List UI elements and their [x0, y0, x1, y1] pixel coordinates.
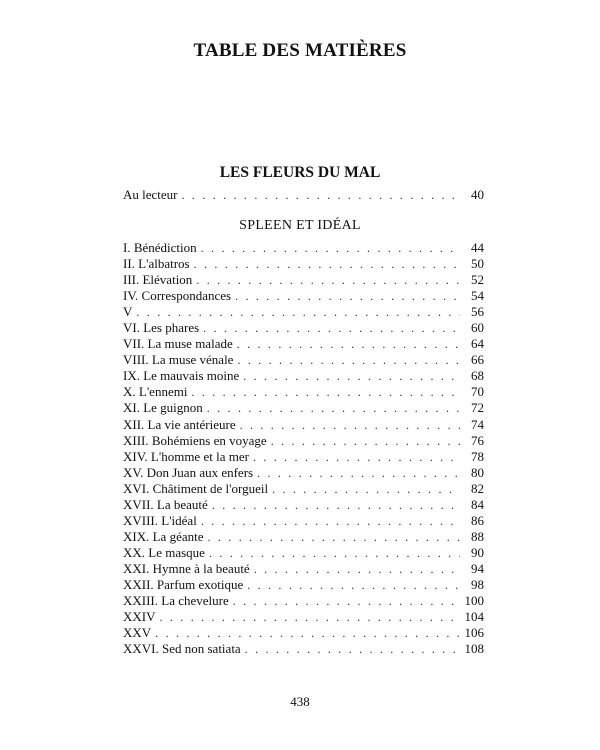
toc-entry-title: XXIII. La chevelure	[123, 593, 229, 609]
toc-entry-title: II. L'albatros	[123, 256, 190, 272]
toc-entry-title: V	[123, 304, 133, 320]
toc-entry[interactable]	[123, 465, 484, 481]
toc-entry[interactable]	[123, 400, 484, 416]
toc-entry-page: 50	[471, 256, 484, 272]
dot-leader	[207, 400, 460, 416]
dot-leader	[233, 593, 460, 609]
dot-leader	[253, 449, 460, 465]
toc-entry[interactable]	[123, 256, 484, 272]
toc-entry-title: XVI. Châtiment de l'orgueil	[123, 480, 269, 496]
toc-entry-page: 74	[471, 416, 484, 432]
toc-entry[interactable]	[123, 417, 484, 433]
toc-entry-page: 72	[471, 400, 484, 416]
page-title: TABLE DES MATIÈRES	[193, 40, 407, 61]
dot-leader	[196, 272, 460, 288]
dot-leader	[247, 577, 460, 593]
dot-leader	[155, 625, 460, 641]
dot-leader	[201, 513, 460, 529]
dot-leader	[272, 481, 460, 497]
toc-entry[interactable]	[123, 609, 484, 625]
toc-entry[interactable]	[123, 545, 484, 561]
section-title: LES FLEURS DU MAL	[219, 164, 381, 181]
toc-entry[interactable]	[123, 272, 484, 288]
toc-entry[interactable]	[123, 288, 484, 304]
toc-entry-title: VIII. La muse vénale	[123, 352, 234, 368]
dot-leader	[271, 433, 460, 449]
dot-leader	[245, 641, 460, 657]
dot-leader	[254, 561, 460, 577]
toc-entry-page: 70	[471, 384, 484, 400]
toc-entry[interactable]	[123, 384, 484, 400]
toc-entry[interactable]	[123, 593, 484, 609]
dot-leader	[194, 256, 460, 272]
toc-entry[interactable]	[123, 529, 484, 545]
toc-entry-title: XVIII. L'idéal	[123, 512, 197, 528]
dot-leader	[182, 186, 460, 204]
toc-entry-page: 98	[471, 576, 484, 592]
toc-entry-page: 86	[471, 512, 484, 528]
toc-entry[interactable]	[123, 352, 484, 368]
toc-entry[interactable]	[123, 577, 484, 593]
toc-entry-page: 68	[471, 368, 484, 384]
toc-entry-title: XI. Le guignon	[123, 400, 203, 416]
toc-entry[interactable]	[123, 449, 484, 465]
dot-leader	[257, 465, 460, 481]
toc-entry[interactable]	[123, 320, 484, 336]
toc-entry-page: 54	[471, 288, 484, 304]
toc-entry-title: XVII. La beauté	[123, 496, 208, 512]
page-number: 438	[290, 694, 310, 709]
toc-entry-page: 84	[471, 496, 484, 512]
dot-leader	[212, 497, 460, 513]
dot-leader	[240, 417, 460, 433]
dot-leader	[243, 368, 460, 384]
toc-entry-title: XV. Don Juan aux enfers	[123, 464, 254, 480]
toc-entry-title: XIV. L'homme et la mer	[123, 448, 249, 464]
dot-leader	[235, 288, 460, 304]
toc-entry-page: 82	[471, 480, 484, 496]
toc-entry-title: I. Bénédiction	[123, 240, 197, 255]
toc-entry-page: 106	[464, 625, 484, 641]
toc-entry[interactable]	[123, 186, 484, 204]
dot-leader	[160, 609, 461, 625]
toc-entry-page: 56	[471, 304, 484, 320]
dot-leader	[136, 304, 460, 320]
toc-entry-page: 88	[471, 528, 484, 544]
toc-entry-title: XXVI. Sed non satiata	[123, 641, 241, 657]
toc-entry-title: XX. Le masque	[123, 544, 205, 560]
toc-entry-page: 78	[471, 448, 484, 464]
toc-entry-page: 94	[471, 560, 484, 576]
toc-entry[interactable]	[123, 368, 484, 384]
toc-entry-title: XXIV	[123, 609, 156, 625]
dot-leader	[208, 529, 461, 545]
toc-entry[interactable]	[123, 641, 484, 657]
dot-leader	[237, 352, 460, 368]
toc-entry-title: XIX. La géante	[123, 528, 204, 544]
toc-entry-title: Au lecteur	[123, 187, 178, 202]
toc-entry[interactable]	[123, 561, 484, 577]
toc-entry-page: 44	[471, 240, 484, 255]
toc-entry-title: XII. La vie antérieure	[123, 416, 236, 432]
toc-entry-page: 100	[464, 593, 484, 609]
toc-entry-page: 104	[464, 609, 484, 625]
toc-entry-page: 66	[471, 352, 484, 368]
toc-entry[interactable]	[123, 433, 484, 449]
toc-entry-title: X. L'ennemi	[123, 384, 188, 400]
toc-list	[123, 240, 484, 657]
toc-entry[interactable]	[123, 513, 484, 529]
intro-entries	[123, 186, 484, 204]
toc-entry[interactable]	[123, 240, 484, 256]
toc-entry[interactable]	[123, 497, 484, 513]
toc-entry-page: 64	[471, 336, 484, 352]
toc-entry-page: 108	[464, 641, 484, 657]
toc-entry-title: VII. La muse malade	[123, 336, 233, 352]
dot-leader	[201, 240, 460, 256]
toc-entry-title: XXI. Hymne à la beauté	[123, 560, 250, 576]
toc-entry-title: IX. Le mauvais moine	[123, 368, 240, 384]
dot-leader	[209, 545, 460, 561]
toc-entry-title: XXV	[123, 625, 152, 641]
toc-entry-page: 76	[471, 432, 484, 448]
toc-entry[interactable]	[123, 304, 484, 320]
toc-entry[interactable]	[123, 481, 484, 497]
subsection-title: SPLEEN ET IDÉAL	[239, 218, 361, 233]
toc-entry-title: XXII. Parfum exotique	[123, 576, 244, 592]
dot-leader	[191, 384, 460, 400]
toc-entry-title: VI. Les phares	[123, 320, 200, 336]
toc-entry-page: 52	[471, 272, 484, 288]
dot-leader	[237, 336, 460, 352]
toc-entry-title: XIII. Bohémiens en voyage	[123, 432, 267, 448]
toc-entry-page: 40	[471, 187, 484, 202]
dot-leader	[203, 320, 460, 336]
toc-entry-page: 90	[471, 544, 484, 560]
toc-entry-title: III. Elévation	[123, 272, 193, 288]
toc-entry-title: IV. Correspondances	[123, 288, 232, 304]
toc-entry-page: 60	[471, 320, 484, 336]
toc-entry-page: 80	[471, 464, 484, 480]
toc-entry[interactable]	[123, 625, 484, 641]
toc-entry[interactable]	[123, 336, 484, 352]
